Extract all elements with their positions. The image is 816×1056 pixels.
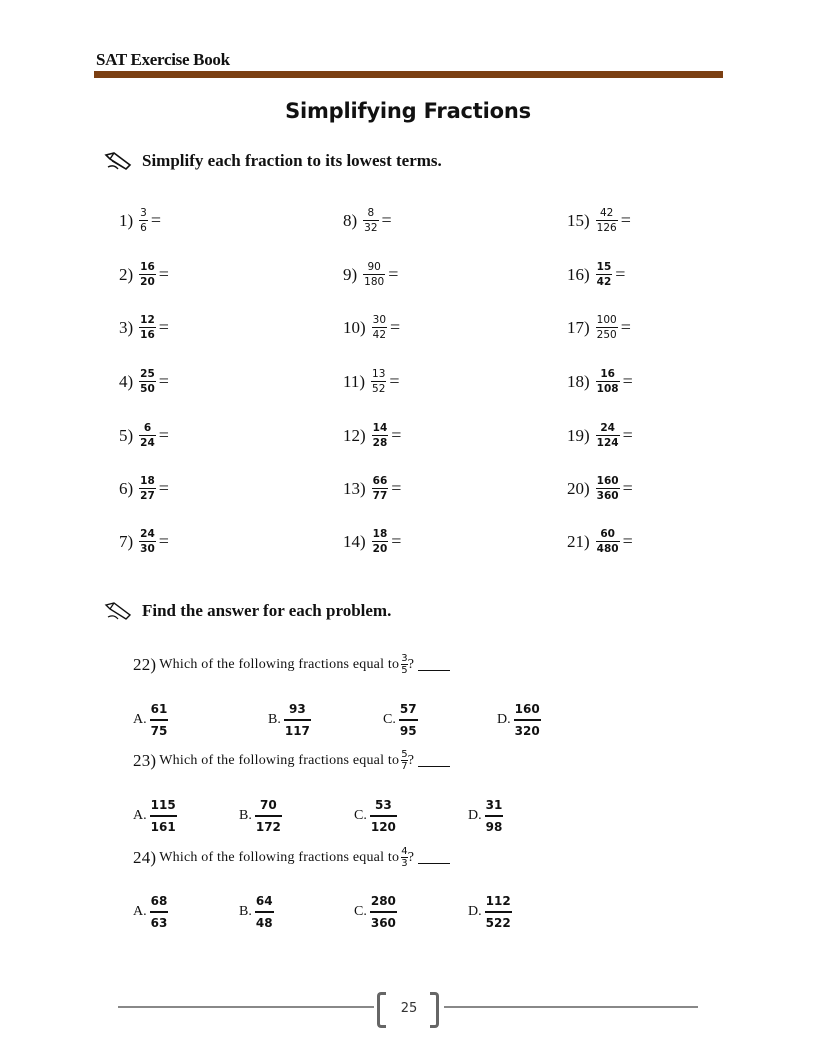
problem-number: 1) [119,210,134,230]
fraction [372,314,387,341]
denominator: 98 [485,815,504,834]
option-fraction [284,702,311,738]
denominator: 180 [364,276,385,288]
denominator: 16 [140,329,155,341]
denominator: 7 [401,761,408,772]
option-label: B. [239,904,252,919]
problem-number: 7) [119,531,134,551]
numerator: 24 [600,422,615,434]
problem-1 [119,207,161,234]
problem-11 [343,368,400,395]
problem-number: 12) [343,425,366,445]
denominator: 117 [284,719,311,738]
fraction [139,261,156,288]
option-23-d[interactable] [468,798,503,834]
numerator: 66 [372,475,388,487]
option-label: D. [468,808,482,823]
numerator: 8 [367,207,375,219]
equals-sign: = [622,531,633,551]
option-label: C. [383,712,396,727]
option-22-a[interactable] [133,702,168,738]
option-fraction [485,894,512,930]
question-text: Which of the following fractions equal to [159,849,400,865]
question-number: 24) [133,847,157,867]
problem-19 [567,422,633,449]
numerator: 64 [255,894,273,908]
option-fraction [370,894,397,930]
question-22 [133,653,450,676]
equals-sign: = [150,210,162,230]
numerator: 160 [514,702,540,716]
fraction [596,368,620,395]
numerator: 18 [372,528,388,540]
denominator: 63 [150,911,169,930]
problem-number: 18) [567,371,590,391]
denominator: 20 [372,543,388,555]
page-title: Simplifying Fractions [285,99,531,123]
numerator: 61 [150,702,168,716]
equals-sign: = [391,425,402,445]
denominator: 480 [596,543,619,555]
numerator: 15 [596,261,612,273]
equals-sign: = [158,478,169,498]
numerator: 57 [399,702,417,716]
option-fraction [514,702,541,738]
instruction-2-text: Find the answer for each problem. [142,601,392,620]
problem-number: 8) [343,210,358,230]
problem-number: 5) [119,425,134,445]
denominator: 50 [140,383,155,395]
question-23 [133,749,450,772]
numerator: 6 [143,422,152,434]
problem-16 [567,261,625,288]
numerator: 31 [485,798,503,812]
numerator: 16 [140,261,155,273]
footer-rule-left [118,1006,374,1008]
header-rule [94,71,723,78]
pencil-writing-icon [104,151,132,171]
problem-20 [567,475,633,502]
numerator: 100 [596,314,617,326]
option-24-a[interactable] [133,894,168,930]
denominator: 42 [372,329,387,341]
fraction [372,422,389,449]
option-23-b[interactable] [239,798,282,834]
denominator: 27 [140,490,155,502]
equals-sign: = [391,478,402,498]
option-fraction [370,798,397,834]
fraction [139,368,156,395]
equals-sign: = [622,371,633,391]
option-22-d[interactable] [497,702,541,738]
numerator: 280 [370,894,396,908]
denominator: 250 [596,329,617,341]
problem-number: 2) [119,264,134,284]
pencil-writing-icon [104,601,132,621]
denominator: 120 [370,815,397,834]
denominator: 5 [401,665,408,676]
numerator: 24 [140,528,155,540]
numerator: 160 [596,475,619,487]
option-22-b[interactable] [268,702,311,738]
denominator: 42 [596,276,612,288]
numerator: 3 [140,207,147,219]
option-label: C. [354,808,367,823]
denominator: 3 [401,858,408,869]
numerator: 4 [401,846,408,857]
numerator: 16 [600,368,615,380]
problem-number: 21) [567,531,590,551]
option-label: D. [497,712,511,727]
answer-blank[interactable] [418,658,450,671]
numerator: 30 [372,314,387,326]
fraction [596,207,618,234]
fraction [596,475,620,502]
fraction [372,528,389,555]
option-fraction [255,798,282,834]
numerator: 70 [260,798,277,812]
denominator: 77 [372,490,388,502]
page-number: 25 [400,1000,418,1016]
numerator: 53 [375,798,392,812]
denominator: 124 [596,437,619,449]
problem-4 [119,368,169,395]
fraction [596,422,620,449]
problem-number: 13) [343,478,366,498]
problem-13 [343,475,401,502]
option-fraction [150,798,177,834]
fraction [139,528,156,555]
question-text: Which of the following fractions equal to [159,656,400,672]
equals-sign: = [622,425,633,445]
numerator: 25 [140,368,155,380]
denominator: 24 [140,437,155,449]
instruction-1 [104,151,442,171]
option-22-c[interactable] [383,702,418,738]
problem-3 [119,314,169,341]
denominator: 28 [372,437,388,449]
equals-sign: = [615,264,626,284]
problem-21 [567,528,633,555]
numerator: 93 [289,702,306,716]
denominator: 95 [399,719,418,738]
option-label: B. [239,808,252,823]
denominator: 30 [140,543,155,555]
fraction [139,207,148,234]
fraction [363,261,385,288]
option-24-d[interactable] [468,894,512,930]
denominator: 48 [255,911,274,930]
fraction [363,207,378,234]
numerator: 5 [401,749,408,760]
problem-number: 4) [119,371,134,391]
equals-sign: = [622,478,633,498]
problem-5 [119,422,169,449]
book-title: SAT Exercise Book [96,50,230,69]
numerator: 112 [485,894,511,908]
fraction [596,314,618,341]
problem-18 [567,368,633,395]
problem-number: 9) [343,264,358,284]
option-label: A. [133,808,147,823]
fraction [139,475,156,502]
denominator: 108 [596,383,619,395]
numerator: 90 [367,261,381,273]
problem-number: 17) [567,317,590,337]
option-fraction [485,798,504,834]
denominator: 172 [255,815,282,834]
option-fraction [399,702,418,738]
problem-number: 14) [343,531,366,551]
equals-sign: = [381,210,392,230]
option-fraction [255,894,274,930]
instruction-1-text: Simplify each fraction to its lowest terms. [142,151,442,170]
problem-number: 6) [119,478,134,498]
denominator: 20 [140,276,155,288]
problem-6 [119,475,169,502]
denominator: 161 [150,815,177,834]
question-mark: ? [407,849,415,865]
equals-sign: = [158,317,169,337]
fraction [139,314,156,341]
option-24-b[interactable] [239,894,274,930]
problem-number: 16) [567,264,590,284]
footer-rule-right [444,1006,698,1008]
option-label: D. [468,904,482,919]
fraction [139,422,156,449]
option-label: A. [133,712,147,727]
answer-blank[interactable] [418,851,450,864]
equals-sign: = [620,210,631,230]
denominator: 6 [140,222,147,234]
problem-7 [119,528,169,555]
numerator: 60 [600,528,615,540]
option-24-c[interactable] [354,894,397,930]
equals-sign: = [158,531,169,551]
answer-blank[interactable] [418,754,450,767]
problem-number: 3) [119,317,134,337]
question-mark: ? [407,656,415,672]
equals-sign: = [158,264,169,284]
question-number: 23) [133,750,157,770]
fraction [372,475,389,502]
option-fraction [150,702,169,738]
denominator: 32 [364,222,378,234]
equals-sign: = [390,317,401,337]
numerator: 18 [140,475,155,487]
option-23-c[interactable] [354,798,397,834]
option-label: A. [133,904,147,919]
equals-sign: = [158,425,169,445]
option-label: B. [268,712,281,727]
problem-8 [343,207,392,234]
equals-sign: = [391,531,402,551]
problem-17 [567,314,631,341]
denominator: 360 [370,911,397,930]
instruction-2 [104,601,391,621]
fraction [371,368,386,395]
problem-number: 10) [343,317,366,337]
denominator: 320 [514,719,541,738]
question-mark: ? [407,752,415,768]
problem-15 [567,207,631,234]
numerator: 13 [372,368,386,380]
option-label: C. [354,904,367,919]
equals-sign: = [388,264,399,284]
denominator: 360 [596,490,619,502]
problem-10 [343,314,400,341]
option-23-a[interactable] [133,798,177,834]
option-fraction [150,894,169,930]
problem-2 [119,261,169,288]
fraction [596,528,620,555]
numerator: 12 [140,314,155,326]
problem-14 [343,528,401,555]
equals-sign: = [620,317,631,337]
question-number: 22) [133,654,157,674]
equals-sign: = [158,371,169,391]
numerator: 42 [600,207,614,219]
fraction [596,261,613,288]
numerator: 14 [372,422,388,434]
denominator: 75 [150,719,169,738]
problem-number: 20) [567,478,590,498]
numerator: 68 [150,894,168,908]
question-text: Which of the following fractions equal to [159,752,400,768]
denominator: 52 [372,383,386,395]
denominator: 522 [485,911,512,930]
problem-number: 15) [567,210,590,230]
problem-number: 11) [343,371,366,391]
question-24 [133,846,450,869]
numerator: 115 [150,798,176,812]
problem-number: 19) [567,425,590,445]
problem-9 [343,261,398,288]
problem-12 [343,422,401,449]
denominator: 126 [596,222,617,234]
equals-sign: = [389,371,400,391]
numerator: 3 [401,653,408,664]
